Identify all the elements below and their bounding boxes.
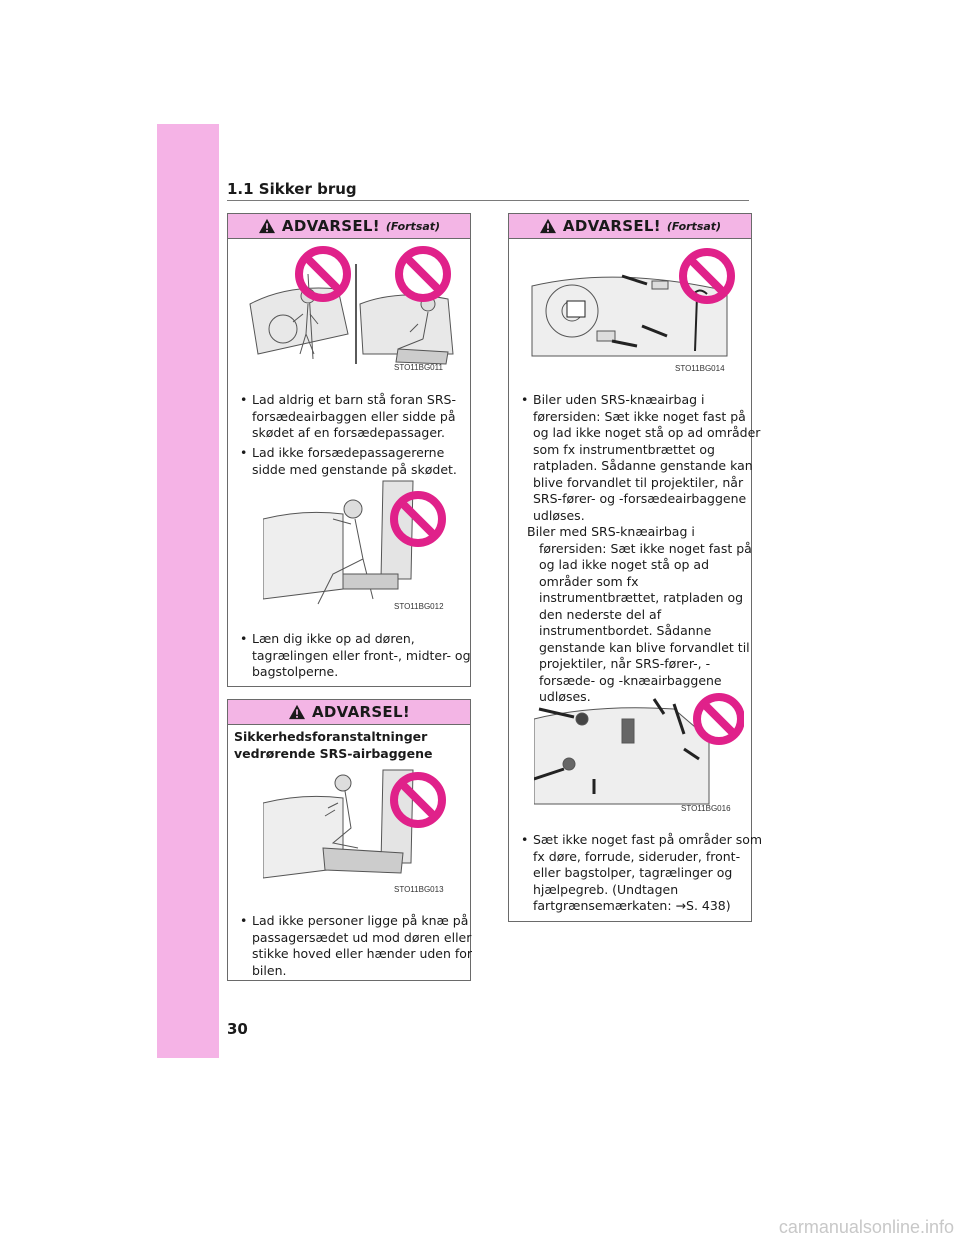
image-code: STO11BG014	[675, 364, 725, 373]
image-code: STO11BG016	[681, 804, 731, 813]
bullet-item: • Læn dig ikke op ad døren, tagrælingen eller front-, midter- og bagstolperne.	[240, 631, 471, 679]
continued-label: (Fortsat)	[666, 219, 722, 233]
warning-title: ADVARSEL!	[562, 217, 661, 235]
section-title: 1.1 Sikker brug	[227, 180, 357, 198]
illustration-door-pillar-objects	[534, 679, 744, 809]
warning-title: ADVARSEL!	[281, 217, 380, 235]
warning-box-3	[508, 213, 763, 922]
warning-heading: Sikkerhedsforanstaltninger vedrørende SRS-airbaggene	[234, 729, 433, 761]
page-number: 30	[227, 1020, 248, 1038]
bullet-item: • Lad aldrig et barn stå foran SRS-forsædeairbaggen eller sidde på skødet af en forsædepassager.	[240, 392, 456, 440]
illustration-passenger-leaning	[263, 479, 463, 609]
pink-margin-strip	[157, 124, 219, 1058]
paragraph: Biler med SRS-knæairbag i førersiden: Sæt ikke noget fast på og lad ikke noget stå op ad områder som fx instrumentbrættet, ratpladen og den nederste del af instrumentbordet. Sådanne genstande kan blive forvandlet til projektiler, når SRS-fører-, -forsæde- og -knæairbaggene udløses.	[527, 524, 752, 704]
image-code: STO11BG013	[394, 885, 444, 894]
warning-triangle-icon	[258, 218, 276, 234]
bullet-item: • Biler uden SRS-knæairbag i førersiden: Sæt ikke noget fast på og lad ikke noget stå op ad områder som fx instrumentbrættet og ratpladen. Sådanne genstande kan blive forvandlet til projektiler, når SRS-fører- og -forsædeairbaggene udløses.	[521, 392, 761, 523]
watermark: carmanualsonline.info	[778, 1217, 954, 1237]
warning-title: ADVARSEL!	[312, 703, 410, 721]
image-code: STO11BG011	[394, 363, 443, 372]
illustration-child-standing	[248, 244, 458, 369]
warning-header	[509, 214, 751, 239]
bullet-item: • Sæt ikke noget fast på områder som fx døre, forrude, sideruder, front- eller bagstolper, tagrælinger og hjælpegreb. (Undtagen fartgrænsemærkaten: →S. 438)	[521, 832, 763, 913]
illustration-kneeling-passenger	[263, 768, 463, 888]
warning-box-1	[227, 213, 471, 687]
warning-box-2	[227, 699, 471, 981]
warning-triangle-icon	[288, 704, 306, 720]
bullet-item: • Lad ikke forsædepassagererne sidde med genstande på skødet.	[240, 445, 457, 477]
bullet-item: • Lad ikke personer ligge på knæ på passagersædet ud mod døren eller stikke hoved eller hænder uden for bilen.	[240, 913, 473, 978]
continued-label: (Fortsat)	[385, 219, 441, 233]
warning-header	[228, 700, 470, 725]
illustration-dashboard-objects	[527, 246, 737, 366]
image-code: STO11BG012	[394, 602, 444, 611]
warning-triangle-icon	[539, 218, 557, 234]
section-divider	[227, 200, 749, 201]
warning-header	[228, 214, 470, 239]
